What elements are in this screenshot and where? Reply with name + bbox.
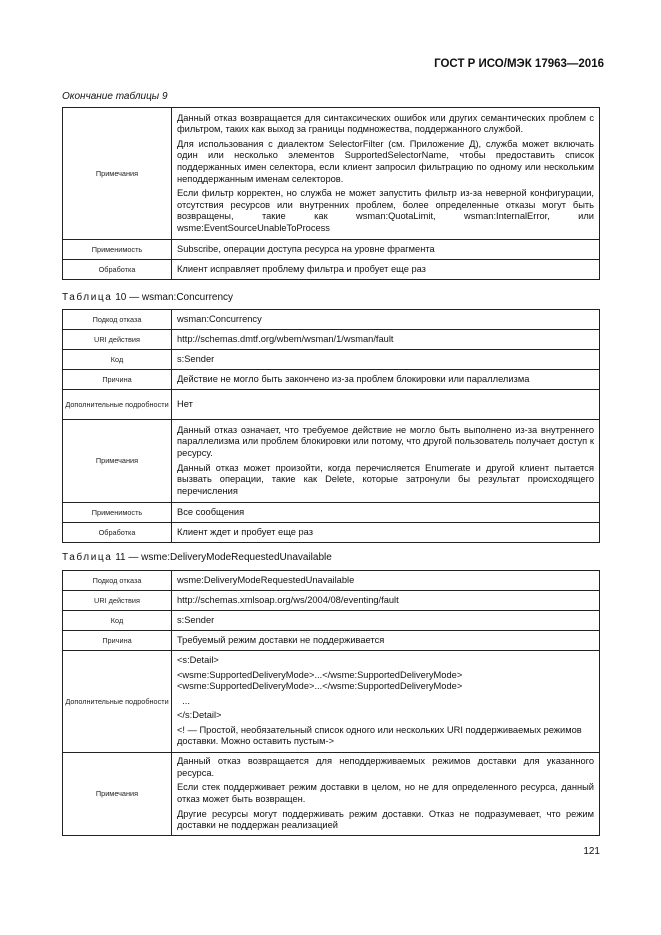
table-11	[62, 570, 600, 836]
note-paragraph: Данный отказ означает, что требуемое действие не могло быть выполнено из-за внутреннего параллелизма или проблем блокировки или потому, что другой пользователь получает доступ к ресурсу.	[177, 424, 594, 458]
row-label: Примечания	[63, 753, 172, 836]
table-row	[63, 390, 600, 420]
row-label: Примечания	[63, 108, 172, 240]
note-paragraph: Для использования с диалектом SelectorFilter (см. Приложение Д), служба может включать один или несколько элементов SupportedSelectorName, чтобы предоставить список поддержанных имен селектора, если клиент запросил фильтрацию по одному или нескольким неподдержанным именам селекторов.	[177, 138, 594, 184]
note-paragraph: Если стек поддерживает режим доставки в целом, но не для определенного ресурса, данный отказ может быть возвращен.	[177, 782, 594, 804]
note-paragraph: Если фильтр корректен, но служба не может запустить фильтр из-за неверной конфигурации, отсутствия ресурсов или внутренних проблем, более определенные отказы могут быть возвращены, такие как wsman:QuotaLimit, wsman:InternalError, или wsme:EventSourceUnableToProcess	[177, 188, 594, 233]
note-paragraph: Данный отказ может произойти, когда перечисляется Enumerate и другой клиент пытается вызвать операции, такие как Delete, которые затронули бы результат происходящего перечисления	[177, 462, 594, 496]
table-row	[63, 571, 600, 591]
row-label: Код	[63, 611, 172, 631]
table-row	[63, 260, 600, 280]
row-label: Подкод отказа	[63, 571, 172, 591]
table-row	[63, 330, 600, 350]
note-paragraph: Другие ресурсы могут поддерживать режим доставки. Отказ не подразумевает, что режим доставки не поддержан реализацией	[177, 808, 594, 831]
row-label: Подкод отказа	[63, 310, 172, 330]
table-9-caption: Окончание таблицы 9	[62, 91, 168, 102]
row-value: http://schemas.dmtf.org/wbem/wsman/1/wsman/fault	[172, 330, 600, 350]
xml-line: ...	[177, 695, 190, 706]
row-value	[172, 651, 600, 753]
table-row	[63, 591, 600, 611]
table-11-caption: Таблица 11 — wsme:DeliveryModeRequestedUnavailable	[62, 552, 332, 563]
row-value: Subscribe, операции доступа ресурса на уровне фрагмента	[172, 240, 600, 260]
xml-comment: <! — Простой, необязательный список одного или нескольких URI поддерживаемых режимов доставки. Можно оставить пустым->	[177, 724, 582, 747]
row-value: wsman:Concurrency	[172, 310, 600, 330]
table-row	[63, 108, 600, 240]
row-label: Дополнительные подробности	[63, 390, 172, 420]
document-code: ГОСТ Р ИСО/МЭК 17963—2016	[434, 58, 604, 70]
table-row	[63, 523, 600, 543]
page-number: 121	[583, 846, 600, 857]
row-value: s:Sender	[172, 350, 600, 370]
row-value: http://schemas.xmlsoap.org/ws/2004/08/eventing/fault	[172, 591, 600, 611]
table-10	[62, 309, 600, 543]
xml-line: </s:Detail>	[177, 710, 222, 721]
table-9	[62, 107, 600, 280]
table-10-caption: Таблица 10 — wsman:Concurrency	[62, 292, 234, 303]
row-value: s:Sender	[172, 611, 600, 631]
table-row	[63, 370, 600, 390]
table-row	[63, 631, 600, 651]
row-label: Обработка	[63, 523, 172, 543]
row-label: Обработка	[63, 260, 172, 280]
table-row	[63, 611, 600, 631]
row-value: Требуемый режим доставки не поддерживается	[172, 631, 600, 651]
table-row	[63, 503, 600, 523]
row-label: URI действия	[63, 591, 172, 611]
row-label: Причина	[63, 370, 172, 390]
table-row	[63, 310, 600, 330]
row-value: Действие не могло быть закончено из-за проблем блокировки или параллелизма	[172, 370, 600, 390]
table-row	[63, 350, 600, 370]
row-label: URI действия	[63, 330, 172, 350]
row-label: Примечания	[63, 420, 172, 503]
row-label: Код	[63, 350, 172, 370]
note-paragraph: Данный отказ возвращается для неподдерживаемых режимов доставки для указанного ресурса.	[177, 756, 594, 778]
row-label: Дополнительные подробности	[63, 651, 172, 753]
table-row	[63, 753, 600, 836]
table-row	[63, 420, 600, 503]
row-label: Применимость	[63, 503, 172, 523]
row-value	[172, 420, 600, 503]
row-value: Нет	[172, 390, 600, 420]
note-paragraph: Данный отказ возвращается для синтаксических ошибок или других семантических проблем с фильтром, таких как выход за границы подмножества, поддержанного службой.	[177, 112, 594, 135]
row-value	[172, 108, 600, 240]
row-label: Применимость	[63, 240, 172, 260]
row-value: Все сообщения	[172, 503, 600, 523]
table-row	[63, 651, 600, 753]
xml-line: <s:Detail>	[177, 654, 219, 665]
xml-line: <wsme:SupportedDeliveryMode>...</wsme:SupportedDeliveryMode><wsme:SupportedDeliveryMode>...</wsme:SupportedDeliveryMode>	[177, 669, 463, 692]
row-value: Клиент исправляет проблему фильтра и пробует еще раз	[172, 260, 600, 280]
row-label: Причина	[63, 631, 172, 651]
row-value: wsme:DeliveryModeRequestedUnavailable	[172, 571, 600, 591]
row-value	[172, 753, 600, 836]
row-value: Клиент ждет и пробует еще раз	[172, 523, 600, 543]
table-row	[63, 240, 600, 260]
